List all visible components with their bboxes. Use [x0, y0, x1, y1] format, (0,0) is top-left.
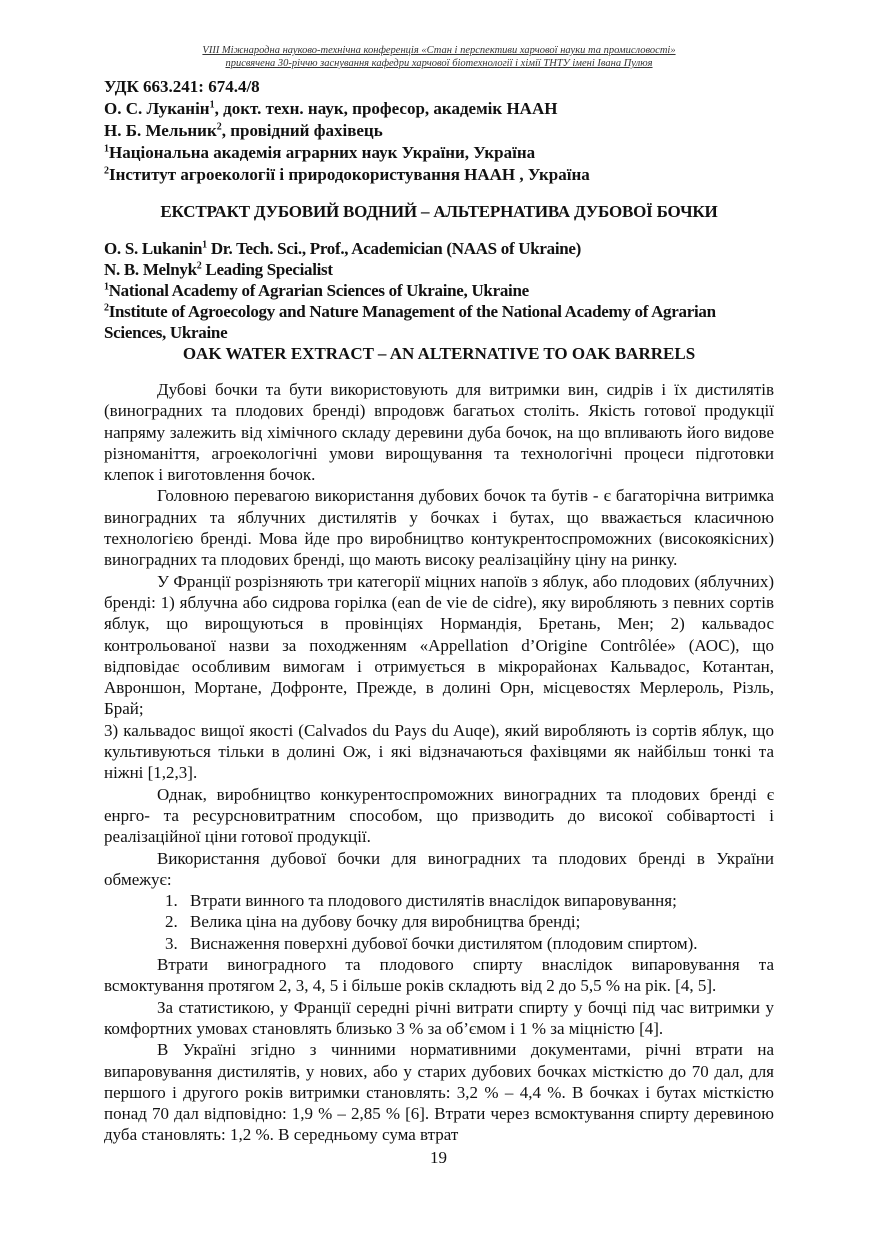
paragraph: У Франції розрізняють три категорії міцних напоїв з яблук, або плодових (яблучних) бренді: 1) яблучна або сидрова горілка (ean de vie de cidre), яку виробляють з певних сортів яблук, що вирощуються в провінціях Нормандія, Бретань, Мен; 2) кальвадос контрольованої назви за походженням «Appellation d’Origine Contrôlée» (АОС), що відповідає особливим вимогам і отримується в мікрорайонах Кальвадос, Котантан, Авроншон, Мортане, Дофронте, Прежде, в долині Орн, місцевостях Мерлероль, Різль, Брай;: [104, 571, 774, 719]
affiliation-en-1: $^1$National Academy of Agrarian Sciences of Ukraine, Ukraine: [104, 281, 529, 300]
paragraph: Головною перевагою використання дубових бочок та бутів - є багаторічна витримка виноградних та яблучних дистилятів у бочках і бутах, що вважається класичною технологією бренді. Мова йде про виробництво контукрентоспроможних (високоякісних) виноградних та плодових бренді, що мають високу реалізаційну ціну на ринку.: [104, 486, 774, 570]
article-meta-en: [104, 238, 774, 343]
paragraph: Дубові бочки та бути використовують для витримки вин, сидрів і їх дистилятів (виноградних та плодових бренді) впродовж багатьох століть. Якість готової продукції напряму залежить від хімічного складу деревини дуба бочок, на що впливають його видове різноманіття, агроекологічні умови вирощування та технологічні процеси підготовки клепок і виготовлення бочок.: [104, 380, 774, 485]
list-item: 3. Виснаження поверхні дубової бочки дистилятом (плодовим спиртом).: [182, 933, 774, 954]
running-header-line-1: VIII Міжнародна науково-технічна конференція «Стан і перспективи харчової науки та промисловості»: [202, 45, 676, 56]
author-en-1: O. S. Lukanin$^1$ Dr. Tech. Sci., Prof., Academician (NAAS of Ukraine): [104, 239, 582, 258]
paragraph: Втрати виноградного та плодового спирту внаслідок випаровування та всмоктування протягом 2, 3, 4, 5 і більше років складють від 2 до 5,5 % на рік. [4, 5].: [104, 955, 774, 996]
affiliation-ua-1: $^1$Національна академія аграрних наук України, Україна: [104, 143, 536, 162]
paragraph: За статистикою, у Франції середні річні витрати спирту у бочці під час витримки у комфортних умовах становлять близько 3 % за об’ємом і 1 % за міцністю [4].: [104, 997, 774, 1038]
list-item: 2. Велика ціна на дубову бочку для виробництва бренді;: [182, 911, 774, 932]
author-ua-2: Н. Б. Мельник$^2$, провідний фахівець: [104, 121, 383, 140]
paragraph: Використання дубової бочки для виноградних та плодових бренді в України обмежує:: [104, 848, 774, 889]
paper-page: [104, 44, 774, 1146]
paragraph: Однак, виробництво конкурентоспроможних виноградних та плодових бренді є енрго- та ресурсновитратним способом, що призводить до високої собівартості і реалізаційної ціни готової продукції.: [104, 784, 774, 847]
numbered-list: [104, 890, 774, 954]
page-number: 19: [430, 1148, 447, 1167]
author-ua-1: О. С. Луканін$^1$, докт. техн. наук, професор, академік НААН: [104, 99, 558, 118]
author-en-2: N. B. Melnyk$^2$ Leading Specialist: [104, 260, 333, 279]
running-header: [104, 44, 774, 70]
list-item: 1. Втрати винного та плодового дистилятів внаслідок випаровування;: [182, 890, 774, 911]
running-header-line-2: присвячена 30-річчю заснування кафедри харчової біотехнології і хімії ТНТУ імені Івана Пулюя: [225, 58, 653, 69]
title-en: OAK WATER EXTRACT – AN ALTERNATIVE TO OAK BARRELS: [182, 344, 696, 363]
article-body: [104, 379, 774, 1146]
paragraph: 3) кальвадос вищої якості (Calvados du Pays du Auqe), який виробляють із сортів яблук, що культивуються тільки в долині Ож, і які відзначаються фахівцями як найбільш тонкі та ніжні [1,2,3].: [104, 720, 774, 783]
article-meta-ua: [104, 76, 774, 186]
udk-code: УДК 663.241: 674.4/8: [104, 77, 260, 96]
paragraph: В Україні згідно з чинними нормативними документами, річні втрати на випаровування дистилятів, у нових, або у старих дубових бочках місткістю до 70 дал, для першого і другого років витримки становлять: 3,2 % – 4,4 %. В бочках і бутах місткістю понад 70 дал відповідно: 1,9 % – 2,85 % [6]. Втрати через всмоктування спирту деревиною дуба становлять: 1,2 %. В середньому сума втрат: [104, 1040, 774, 1145]
affiliation-en-2: $^2$Institute of Agroecology and Nature Management of the National Academy of Agrarian Sciences, Ukraine: [104, 302, 716, 342]
affiliation-ua-2: $^2$Інститут агроекології і природокористування НААН , Україна: [104, 165, 590, 184]
title-ua: ЕКСТРАКТ ДУБОВИЙ ВОДНИЙ – АЛЬТЕРНАТИВА ДУБОВОЇ БОЧКИ: [160, 202, 718, 221]
